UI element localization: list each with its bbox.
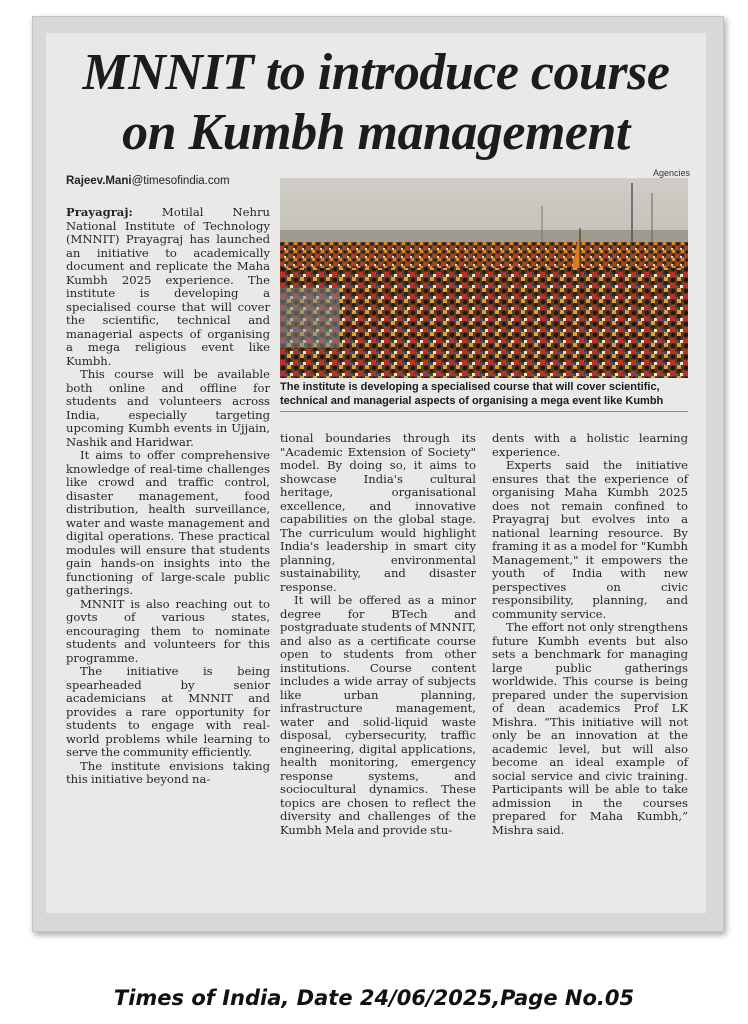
paragraph-text: Motilal Nehru National Institute of Technology (MNNIT) Prayagraj has launched an initiative to academically document and replicate the Maha Kumbh 2025 experience. The institute is developing a specialised course that will cover the scientific, technical and managerial aspects of organising a mega religious event like Kumbh. [66,205,271,368]
newspaper-clipping [46,33,706,913]
article-column-3 [492,432,688,837]
paragraph: The institute envisions taking this initiative beyond na- [66,758,270,786]
headline-line-2: on Kumbh management [122,104,630,161]
crowd-photo-graphic [280,178,688,378]
paragraph: Experts said the initiative ensures that the experience of organising Maha Kumbh 2025 does not remain confined to Prayagraj but evolves into a national learning resource. By framing it as a model for "Kumbh Management," it empowers the youth of India with new perspectives on civic responsibility, planning, and community service. [492,458,688,621]
paragraph: It aims to offer comprehensive knowledge of real-time challenges like crowd and traffic control, disaster management, food distribution, health surveillance, water and waste management and digital operations. These practical modules will ensure that students gain hands-on insights into the functioning of large-scale public gatherings. [66,448,270,597]
dateline: Prayagraj: [66,205,133,219]
photo-credit: Agencies [652,168,690,178]
headline-line-1: MNNIT to introduce course [82,44,670,101]
article-column-1-top [66,206,270,787]
paragraph: This course will be available both online and offline for students and volunteers across India, especially targeting upcoming Kumbh events in Ujjain, Nashik and Haridwar. [66,367,270,449]
paragraph: The effort not only strengthens future Kumbh events but also sets a benchmark for managing large public gatherings worldwide. This course is being prepared under the supervision of dean academics Prof LK Mishra. “This initiative will not only be an innovation at the academic level, but will also become an ideal example of social service and civic training. Participants will be able to take admission in the courses prepared for Maha Kumbh,” Mishra said. [492,620,688,837]
article-column-2 [280,432,476,837]
crowd-photo-icon [280,178,688,378]
source-citation: Times of India, Date 24/06/2025,Page No.05 [113,986,635,1010]
paragraph: dents with a holistic learning experience. [492,431,688,459]
paragraph: tional boundaries through its "Academic Extension of Society" model. By doing so, it aims to showcase India's cultural heritage, organisational excellence, and innovative capabilities on the global stage. The curriculum would highlight India's leadership in smart city planning, environmental sustainability, and disaster response. [280,431,476,594]
paragraph: It will be offered as a minor degree for BTech and postgraduate students of MNNIT, and also as a certificate course open to students from other institutions. Course content includes a wide array of subjects like urban planning, infrastructure management, water and solid-liquid waste disposal, cybersecurity, traffic engineering, digital applications, health monitoring, emergency response systems, and sociocultural dynamics. These topics are chosen to reflect the diversity and challenges of the Kumbh Mela and provide stu- [280,593,476,837]
byline-email: @timesofindia.com [131,175,230,187]
byline [66,175,230,187]
byline-name: Rajeev.Mani [66,175,132,187]
photo-caption: The institute is developing a specialised course that will cover scientific, technical and managerial aspects of organising a mega event like Kumbh [280,380,688,412]
paragraph: MNNIT is also reaching out to govts of various states, encouraging them to nominate students and volunteers for this programme. [66,596,270,665]
paragraph [66,206,270,368]
paragraph: The initiative is being spearheaded by senior academicians at MNNIT and provides a rare opportunity for students to engage with real-world problems while learning to serve the community efficiently. [66,664,270,759]
